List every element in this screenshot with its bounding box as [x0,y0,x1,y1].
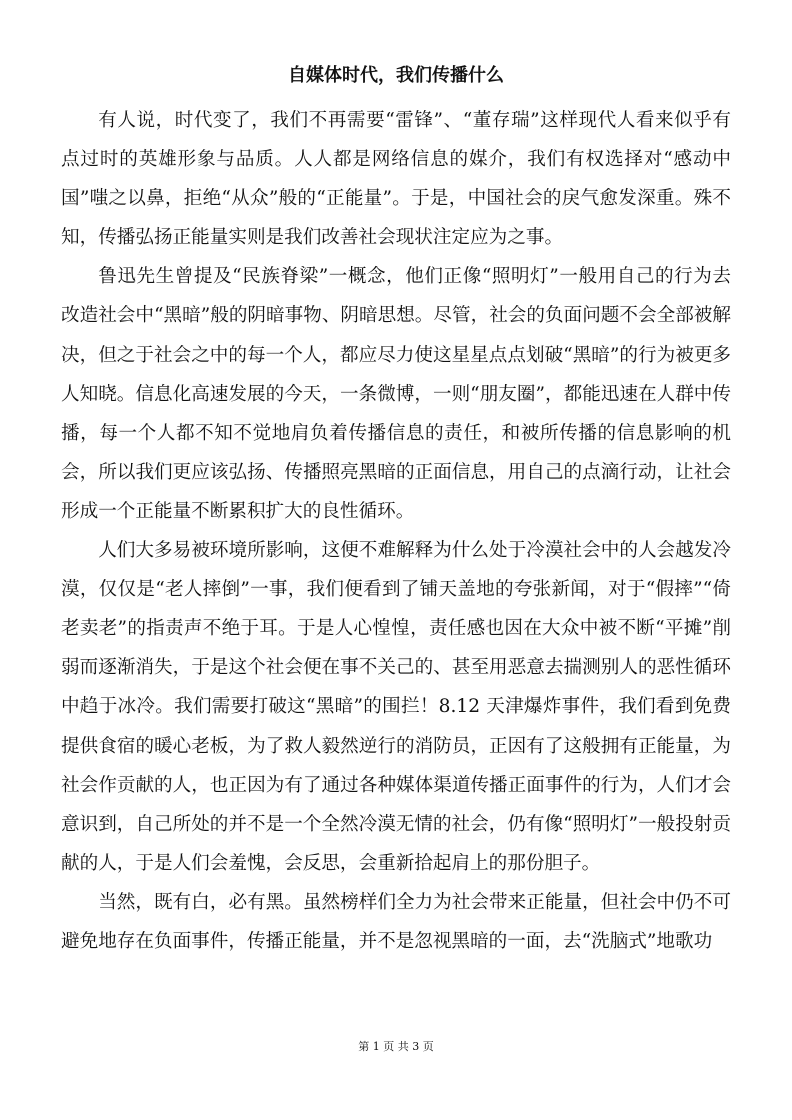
paragraph-4: 当然，既有白，必有黑。虽然榜样们全力为社会带来正能量，但社会中仍不可避免地存在负面事件，传播正能量，并不是忽视黑暗的一面，去“洗脑式”地歌功 [61,891,731,952]
document-body [61,101,731,961]
document-title: 自媒体时代，我们传播什么 [288,65,504,86]
paragraph-2: 鲁迅先生曾提及“民族脊梁”一概念，他们正像“照明灯”一般用自己的行为去改造社会中“黑暗”般的阴暗事物、阴暗思想。尽管，社会的负面问题不会全部被解决，但之于社会之中的每一个人，都应尽力使这星星点点划破“黑暗”的行为被更多人知晓。信息化高速发展的今天，一条微博，一则“朋友圈”，都能迅速在人群中传播，每一个人都不知不觉地肩负着传播信息的责任，和被所传播的信息影响的机会，所以我们更应该弘扬、传播照亮黑暗的正面信息，用自己的点滴行动，让社会形成一个正能量不断累积扩大的良性循环。 [61,266,731,522]
paragraph-3: 人们大多易被环境所影响，这便不难解释为什么处于冷漠社会中的人会越发冷漠，仅仅是“老人摔倒”一事，我们便看到了铺天盖地的夸张新闻，对于“假摔”“倚老卖老”的指责声不绝于耳。于是人心惶惶，责任感也因在大众中被不断“平摊”削弱而逐渐消失，于是这个社会便在事不关己的、甚至用恶意去揣测别人的恶性循环中趋于冰冷。我们需要打破这“黑暗”的围拦！8.12 天津爆炸事件，我们看到免费提供食宿的暖心老板，为了救人毅然逆行的消防员，正因有了这般拥有正能量，为社会作贡献的人，也正因为有了通过各种媒体渠道传播正面事件的行为，人们才会意识到，自己所处的并不是一个全然冷漠无情的社会，仍有像“照明灯”一般投射贡献的人，于是人们会羞愧，会反思，会重新拾起肩上的那份胆子。 [61,540,731,874]
paragraph-1: 有人说，时代变了，我们不再需要“雷锋”、“董存瑞”这样现代人看来似乎有点过时的英雄形象与品质。人人都是网络信息的媒介，我们有权选择对“感动中国”嗤之以鼻，拒绝“从众”般的“正能量”。于是，中国社会的戾气愈发深重。殊不知，传播弘扬正能量实则是我们改善社会现状注定应为之事。 [61,110,731,249]
page-number-footer: 第 1 页 共 3 页 [358,1040,434,1053]
